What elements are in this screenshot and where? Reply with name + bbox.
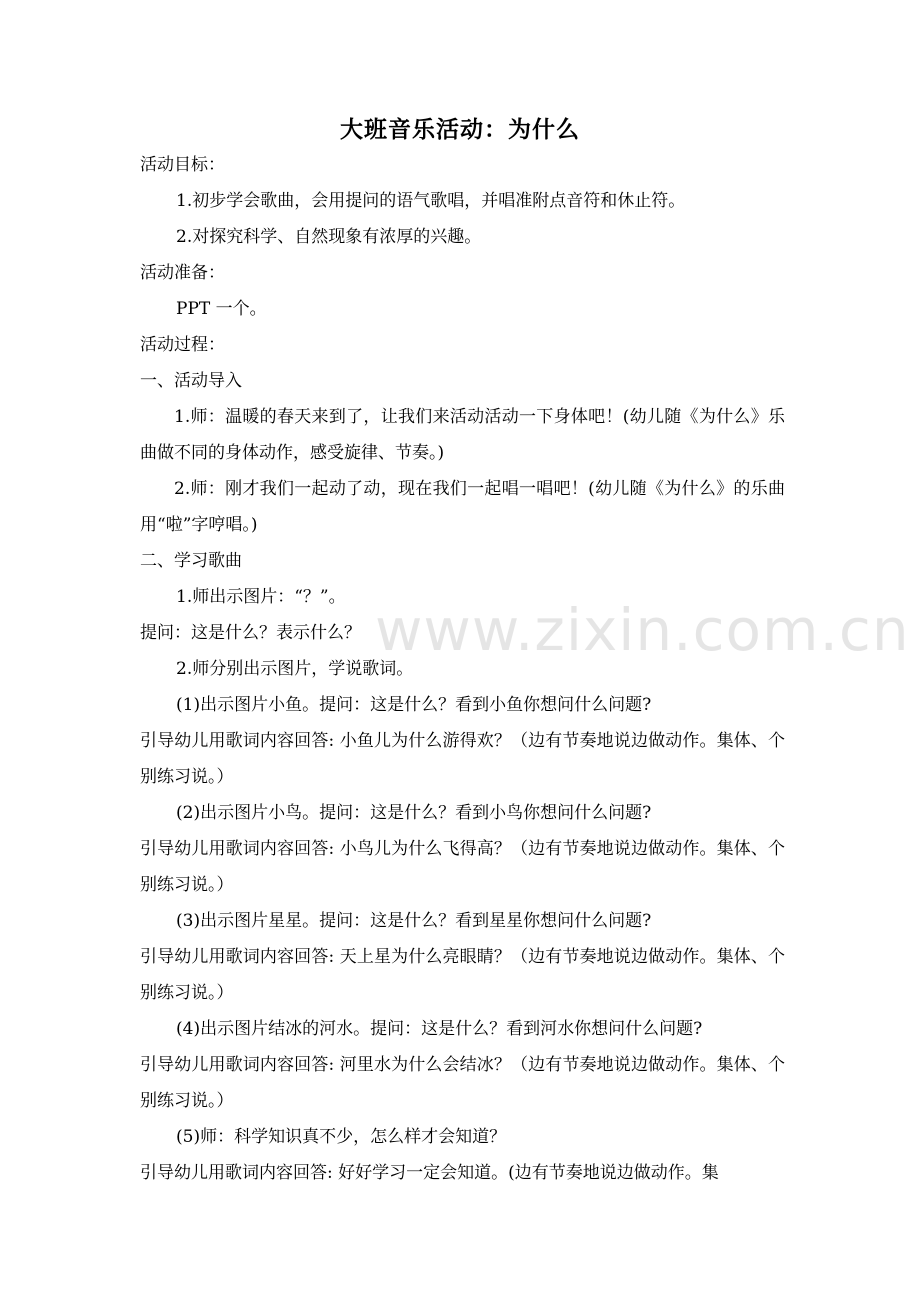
item-5-question: (5)师：科学知识真不少，怎么样才会知道？	[176, 1127, 507, 1147]
item-2-question: (2)出示图片小鸟。提问：这是什么？看到小鸟你想问什么问题?	[176, 803, 652, 823]
process-heading: 活动过程：	[140, 335, 225, 355]
item-3-question: (3)出示图片星星。提问：这是什么？看到星星你想问什么问题?	[176, 911, 652, 931]
part2-step-1: 1.师出示图片：“？”。	[176, 587, 346, 607]
goal-item-1: 1.初步学会歌曲，会用提问的语气歌唱，并唱准附点音符和休止符。	[176, 191, 686, 211]
document-title: 大班音乐活动：为什么	[340, 117, 580, 143]
watermark: www.zixin.com.cn	[375, 596, 910, 664]
item-1-answer: 引导幼儿用歌词内容回答: 小鱼儿为什么游得欢？（边有节奏地说边做动作。集体、个别练习说。）	[140, 731, 785, 787]
prep-heading: 活动准备：	[140, 263, 225, 283]
prep-item-1: PPT 一个。	[176, 299, 267, 319]
part1-heading: 一、活动导入	[140, 371, 242, 391]
item-3-answer: 引导幼儿用歌词内容回答: 天上星为什么亮眼睛？（边有节奏地说边做动作。集体、个别练习说。）	[140, 947, 785, 1003]
part2-heading: 二、学习歌曲	[140, 551, 242, 571]
item-2-answer: 引导幼儿用歌词内容回答: 小鸟儿为什么飞得高？（边有节奏地说边做动作。集体、个别练习说。）	[140, 839, 785, 895]
item-4-question: (4)出示图片结冰的河水。提问：这是什么？看到河水你想问什么问题?	[176, 1019, 703, 1039]
part1-step-1: 1.师：温暖的春天来到了，让我们来活动活动一下身体吧！(幼儿随《为什么》乐曲做不同的身体动作，感受旋律、节奏。)	[140, 407, 785, 463]
document-body	[140, 147, 785, 1191]
part2-step-2: 2.师分别出示图片，学说歌词。	[176, 659, 414, 679]
part2-step-1-question: 提问：这是什么？表示什么？	[140, 623, 361, 643]
part1-step-2: 2.师：刚才我们一起动了动，现在我们一起唱一唱吧！(幼儿随《为什么》的乐曲用“啦”字哼唱。)	[140, 479, 785, 535]
item-4-answer: 引导幼儿用歌词内容回答: 河里水为什么会结冰？（边有节奏地说边做动作。集体、个别练习说。）	[140, 1055, 785, 1111]
goal-item-2: 2.对探究科学、自然现象有浓厚的兴趣。	[176, 227, 482, 247]
item-5-answer: 引导幼儿用歌词内容回答: 好好学习一定会知道。(边有节奏地说边做动作。集	[140, 1163, 719, 1183]
item-1-question: (1)出示图片小鱼。提问：这是什么？看到小鱼你想问什么问题?	[176, 695, 652, 715]
goals-heading: 活动目标：	[140, 155, 225, 175]
